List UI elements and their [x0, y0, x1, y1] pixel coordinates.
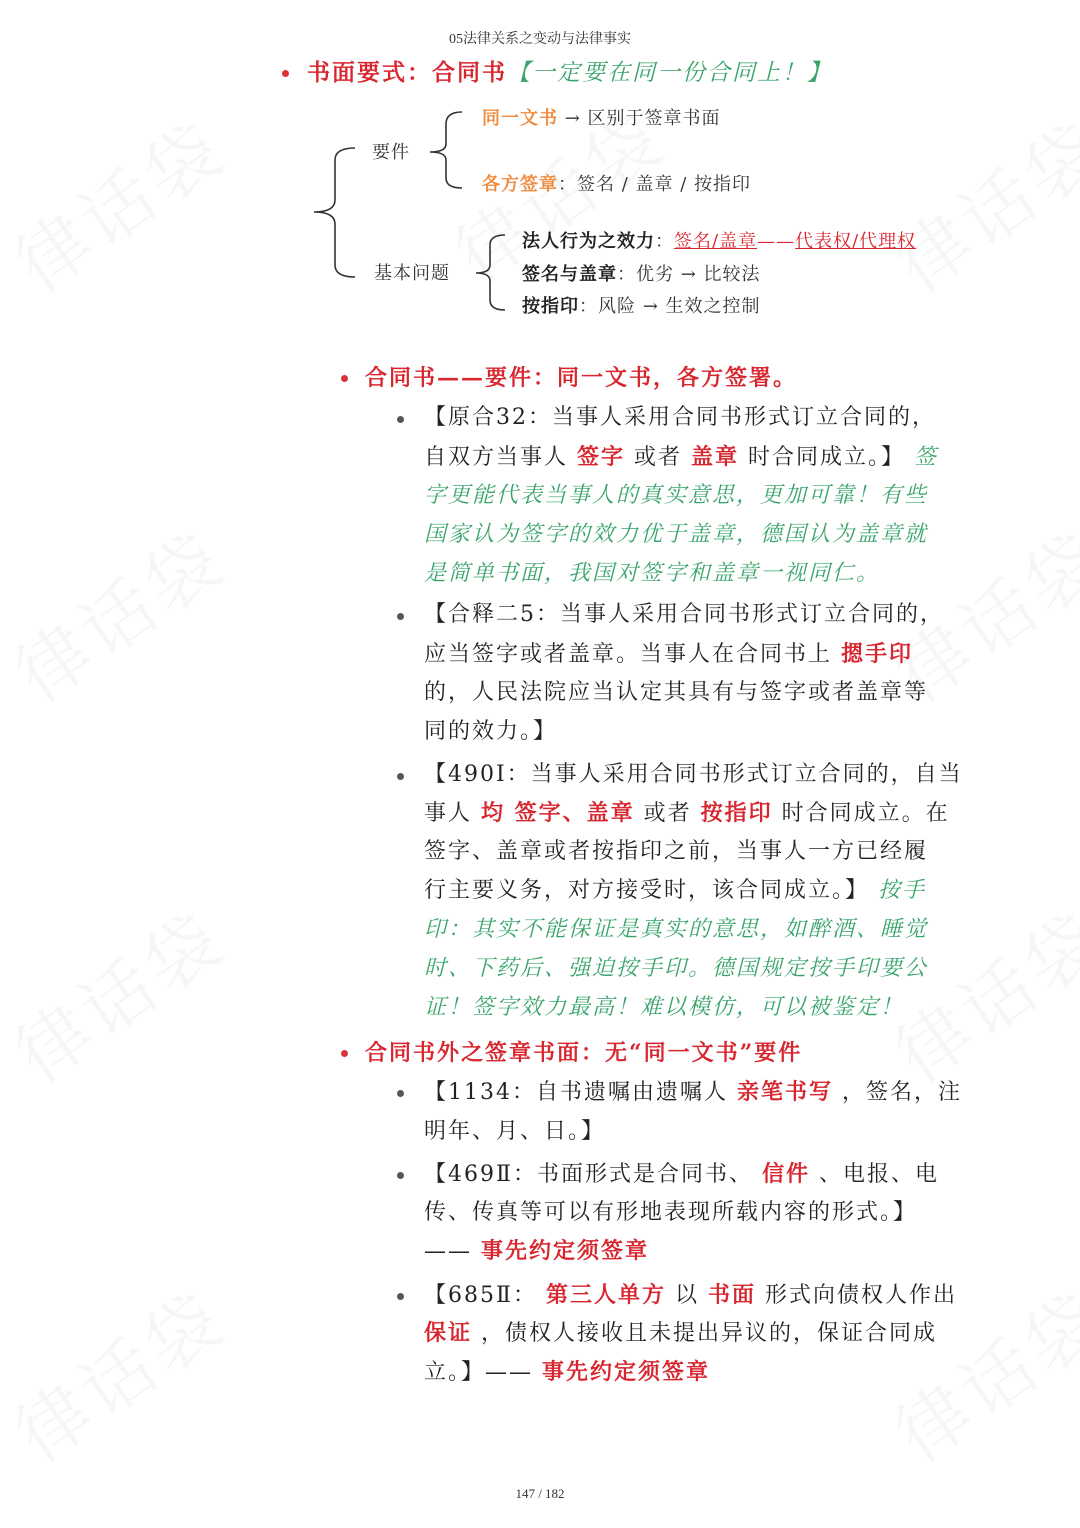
section-heading — [307, 61, 832, 85]
watermark — [0, 502, 243, 721]
text: 应当签字或者盖章。当事人在合同书上 — [424, 642, 841, 667]
item1-line3: 字更能代表当事人的真实意思，更加可靠！有些 — [424, 483, 929, 508]
section-heading: 合同书——要件：同一文书，各方签署。 — [365, 365, 798, 391]
text: 【1134：自书遗嘱由遗嘱人 — [424, 1080, 737, 1105]
watermark — [0, 92, 243, 311]
text: 【685Ⅱ： — [424, 1283, 546, 1308]
q1-colon: ： — [655, 231, 674, 252]
gefang-label: 各方签章 — [482, 174, 558, 195]
q1-label: 法人行为之效力 — [522, 231, 655, 252]
text: ，债权人接收且未提出异议的，保证合同成 — [472, 1321, 938, 1346]
text-red: 事先约定须签章 — [481, 1238, 650, 1264]
item2-line3: 的，人民法院应当认定其具有与签字或者盖章等 — [424, 680, 929, 705]
heading-note: 【一定要在同一份合同上！】 — [507, 60, 832, 86]
text-red: 第三人单方 — [545, 1282, 666, 1308]
text-red: 信件 — [761, 1161, 810, 1187]
requirements-diagram — [300, 100, 1000, 340]
text: ，签名，注 — [833, 1080, 962, 1105]
diagram-yaojian: 要件 — [372, 142, 410, 163]
item1-line4: 国家认为签字的效力优于盖章，德国认为盖章就 — [424, 522, 929, 547]
watermark — [871, 882, 1080, 1101]
text: 时合同成立。在 — [772, 801, 950, 826]
gefang-rest: ：签名 / 盖章 / 按指印 — [558, 174, 752, 195]
item3-line1: 【490Ⅰ：当事人采用合同书形式订立合同的，自当 — [424, 762, 963, 787]
diagram-row-q1 — [522, 233, 916, 251]
item3-line4 — [424, 880, 926, 902]
text: 、电报、电 — [809, 1162, 939, 1187]
item3-line3: 签字、盖章或者按指印之前，当事人一方已经履 — [424, 839, 929, 864]
text: 时合同成立。】 — [739, 445, 915, 470]
text: 【469Ⅱ：书面形式是合同书、 — [424, 1162, 762, 1187]
text-red: 签字 — [577, 444, 626, 470]
diagram-row-q3 — [522, 298, 761, 316]
item3-line6: 时、下药后、强迫按手印。德国规定按手印要公 — [424, 956, 929, 981]
text: —— — [424, 1239, 481, 1264]
item3-line7: 证！签字效力最高！难以模仿，可以被鉴定！ — [424, 995, 905, 1020]
tongyi-rest: → 区别于签章书面 — [564, 108, 721, 129]
q1-dash: —— — [757, 231, 796, 252]
q2-label: 签名与盖章 — [522, 264, 617, 285]
item1-line5: 是简单书面，我国对签字和盖章一视同仁。 — [424, 561, 881, 586]
bullet — [282, 70, 289, 77]
diagram-row-tongyi — [482, 110, 721, 128]
text: 形式向债权人作出 — [755, 1283, 957, 1308]
text: 或者 — [625, 445, 692, 470]
text: 或者 — [634, 801, 701, 826]
item6-line1 — [424, 1284, 957, 1307]
item6-line3 — [424, 1361, 710, 1384]
bullet — [397, 773, 404, 780]
text: 立。】—— — [424, 1360, 542, 1385]
bullet — [397, 416, 404, 423]
text-red: 亲笔书写 — [736, 1079, 833, 1105]
item1-line1: 【原合32：当事人采用合同书形式订立合同的， — [424, 405, 936, 430]
text-red: 事先约定须签章 — [542, 1359, 711, 1385]
section-heading: 合同书外之签章书面：无“同一文书”要件 — [365, 1040, 803, 1066]
text-red: 按指印 — [700, 800, 773, 826]
watermark — [0, 882, 243, 1101]
text-red: 保证 — [424, 1320, 473, 1346]
bullet — [397, 613, 404, 620]
text-red: 均 签字、盖章 — [481, 800, 635, 826]
text-red: 书面 — [707, 1282, 756, 1308]
text: 以 — [665, 1283, 708, 1308]
text-red: 摁手印 — [841, 641, 914, 667]
q1-a: 签名/盖章 — [674, 231, 758, 252]
watermark — [0, 1262, 243, 1481]
diagram-jiben: 基本问题 — [374, 263, 450, 284]
item2-line1: 【合释二5：当事人采用合同书形式订立合同的， — [424, 602, 944, 627]
item2-line4: 同的效力。】 — [424, 719, 558, 744]
text: 自双方当事人 — [424, 445, 577, 470]
item5-line2: 传、传真等可以有形地表现所载内容的形式。】 — [424, 1200, 918, 1225]
q2-rest: ：优劣 → 比较法 — [617, 264, 761, 285]
text: 行主要义务，对方接受时，该合同成立。】 — [424, 878, 878, 903]
diagram-row-q2 — [522, 266, 761, 284]
item1-line2 — [424, 446, 938, 469]
item4-line1 — [424, 1081, 962, 1104]
tongyi-label: 同一文书 — [482, 108, 558, 129]
text-red: 盖章 — [691, 444, 740, 470]
item3-line2 — [424, 802, 950, 825]
item6-line2 — [424, 1322, 937, 1345]
item2-line2 — [424, 643, 913, 666]
bullet — [397, 1293, 404, 1300]
page-number: 147 / 182 — [515, 1486, 565, 1501]
page-header: 05法律关系之变动与法律事实 — [449, 32, 631, 47]
text-green: 签 — [914, 445, 939, 470]
item5-line1 — [424, 1163, 939, 1186]
item3-line5: 印：其实不能保证是真实的意思，如醉酒、睡觉 — [424, 917, 929, 942]
q3-label: 按指印 — [522, 296, 579, 317]
bullet — [341, 375, 348, 382]
item5-line3 — [424, 1240, 649, 1263]
bullet — [397, 1090, 404, 1097]
q3-rest: ：风险 → 生效之控制 — [579, 296, 761, 317]
text: 事人 — [424, 801, 481, 826]
diagram-row-gefang — [482, 176, 751, 194]
text-green: 按手 — [878, 878, 927, 903]
item4-line2: 明年、月、日。】 — [424, 1119, 606, 1144]
bullet — [397, 1172, 404, 1179]
bullet — [341, 1050, 348, 1057]
heading-text: 书面要式：合同书 — [307, 59, 507, 86]
q1-b: 代表权/代理权 — [795, 231, 917, 252]
